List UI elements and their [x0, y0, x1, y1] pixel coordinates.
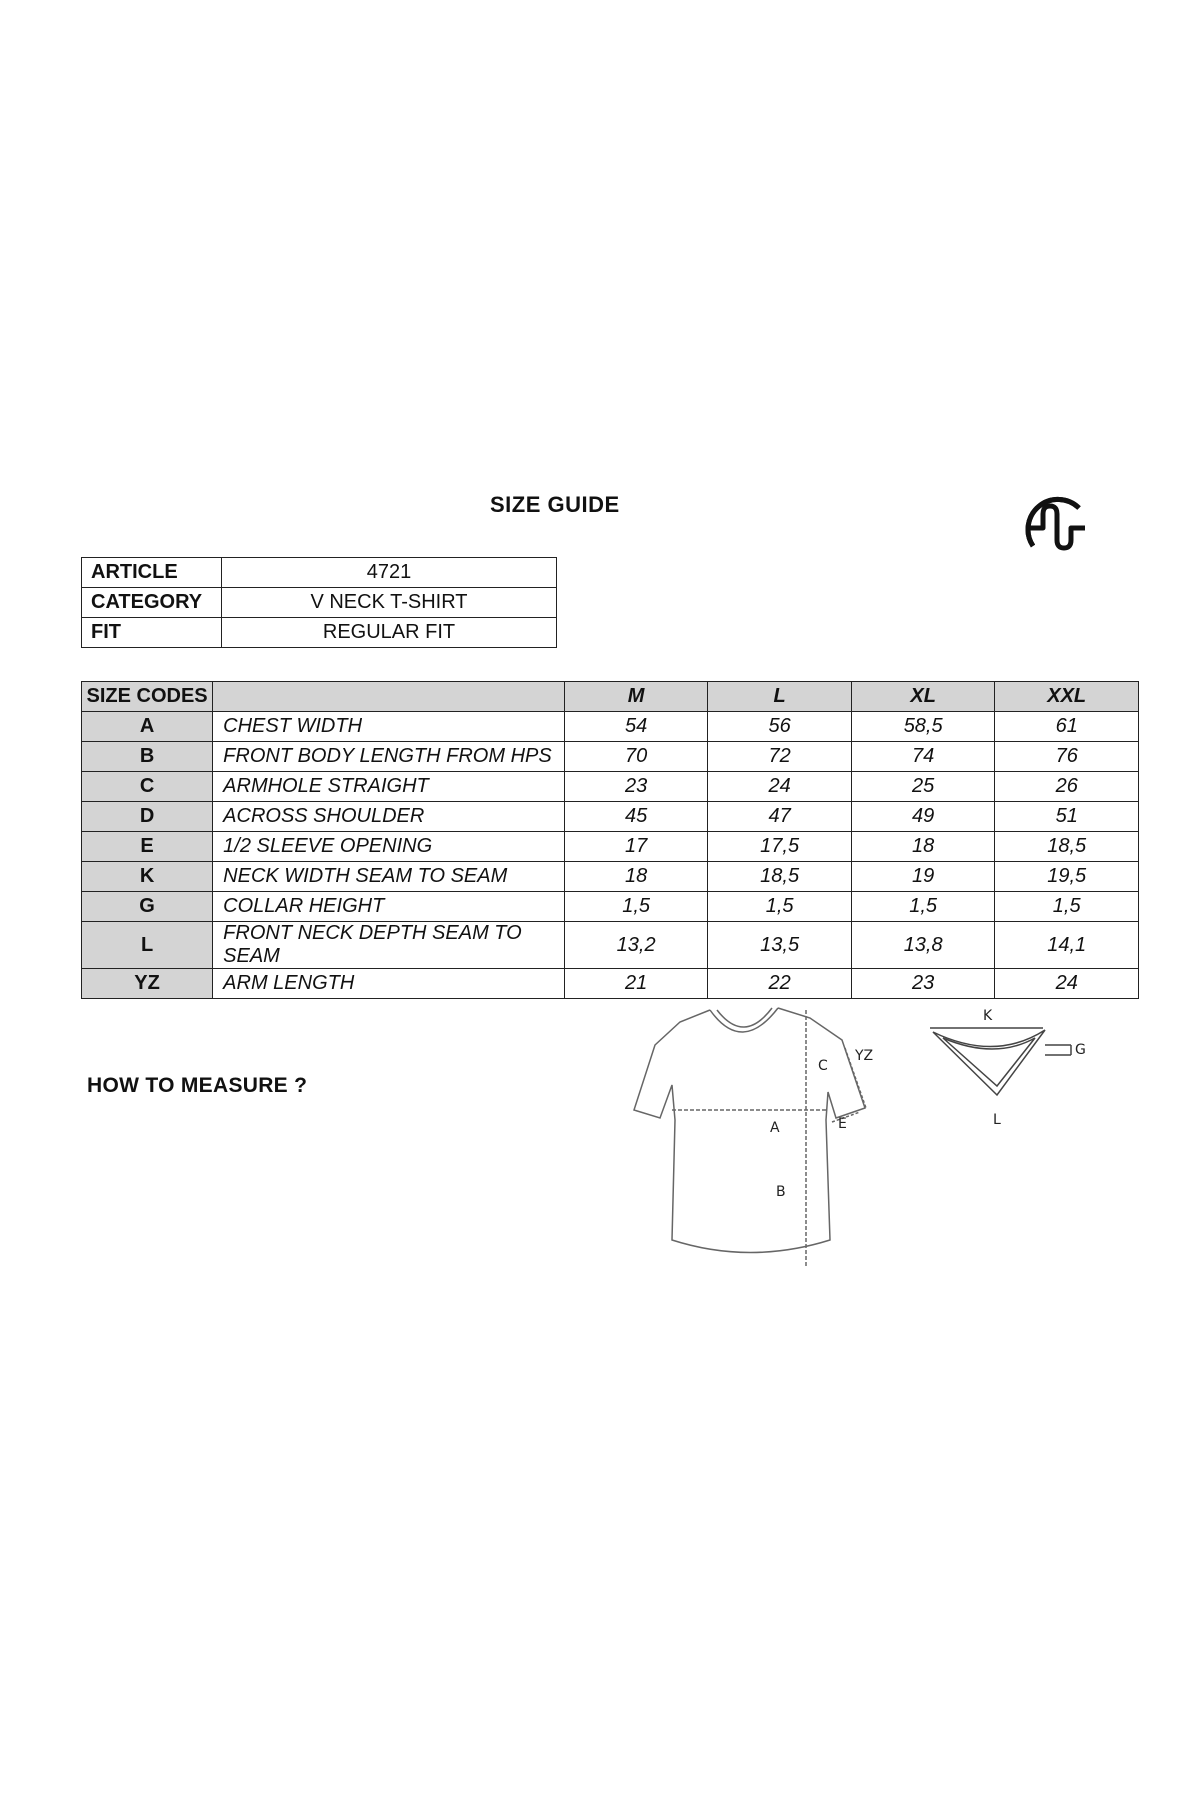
label-g: G — [1075, 1042, 1086, 1058]
size-header: M — [564, 682, 708, 712]
measure-value: 18 — [564, 862, 708, 892]
measure-value: 23 — [564, 772, 708, 802]
size-code: C — [82, 772, 213, 802]
tshirt-measure-diagram — [620, 1000, 900, 1300]
info-value: REGULAR FIT — [222, 618, 557, 648]
measure-description: CHEST WIDTH — [213, 712, 565, 742]
measure-value: 13,5 — [708, 922, 852, 969]
size-code: K — [82, 862, 213, 892]
measure-value: 23 — [851, 969, 995, 999]
page-title: SIZE GUIDE — [490, 492, 620, 517]
measure-value: 17 — [564, 832, 708, 862]
label-e: E — [838, 1116, 847, 1132]
measure-value: 76 — [995, 742, 1139, 772]
measure-value: 21 — [564, 969, 708, 999]
measure-value: 72 — [708, 742, 852, 772]
measure-value: 25 — [851, 772, 995, 802]
size-code: E — [82, 832, 213, 862]
label-k: K — [983, 1008, 993, 1024]
measure-value: 24 — [995, 969, 1139, 999]
measure-value: 49 — [851, 802, 995, 832]
measure-value: 1,5 — [995, 892, 1139, 922]
measure-description: NECK WIDTH SEAM TO SEAM — [213, 862, 565, 892]
label-a: A — [770, 1120, 780, 1136]
table-row — [82, 832, 1139, 862]
size-header: XXL — [995, 682, 1139, 712]
article-info-row — [82, 618, 557, 648]
measure-value: 22 — [708, 969, 852, 999]
size-header: L — [708, 682, 852, 712]
measure-value: 1,5 — [564, 892, 708, 922]
measure-description: COLLAR HEIGHT — [213, 892, 565, 922]
measure-value: 51 — [995, 802, 1139, 832]
info-key: FIT — [82, 618, 222, 648]
measure-value: 17,5 — [708, 832, 852, 862]
description-header — [213, 682, 565, 712]
how-to-measure-heading: HOW TO MEASURE ? — [87, 1074, 308, 1097]
measure-value: 19 — [851, 862, 995, 892]
measure-description: FRONT BODY LENGTH FROM HPS — [213, 742, 565, 772]
measure-value: 47 — [708, 802, 852, 832]
size-header: XL — [851, 682, 995, 712]
size-table-header-row — [82, 682, 1139, 712]
size-table — [81, 681, 1139, 999]
label-b: B — [776, 1184, 786, 1200]
measure-description: ARMHOLE STRAIGHT — [213, 772, 565, 802]
table-row — [82, 802, 1139, 832]
label-yz: YZ — [855, 1048, 874, 1064]
measure-value: 24 — [708, 772, 852, 802]
brand-logo-icon — [1019, 490, 1093, 564]
article-info-row — [82, 588, 557, 618]
measure-value: 18,5 — [708, 862, 852, 892]
table-row — [82, 892, 1139, 922]
table-row — [82, 922, 1139, 969]
measure-value: 58,5 — [851, 712, 995, 742]
measure-value: 14,1 — [995, 922, 1139, 969]
size-code: A — [82, 712, 213, 742]
info-key: CATEGORY — [82, 588, 222, 618]
measure-value: 61 — [995, 712, 1139, 742]
measure-value: 13,8 — [851, 922, 995, 969]
measure-value: 1,5 — [851, 892, 995, 922]
measure-description: ACROSS SHOULDER — [213, 802, 565, 832]
measure-description: FRONT NECK DEPTH SEAM TO SEAM — [213, 922, 565, 969]
label-c: C — [818, 1058, 828, 1074]
info-key: ARTICLE — [82, 558, 222, 588]
measure-value: 26 — [995, 772, 1139, 802]
article-info-row — [82, 558, 557, 588]
measure-value: 18 — [851, 832, 995, 862]
measure-value: 70 — [564, 742, 708, 772]
size-code: G — [82, 892, 213, 922]
table-row — [82, 969, 1139, 999]
measure-description: ARM LENGTH — [213, 969, 565, 999]
info-value: V NECK T-SHIRT — [222, 588, 557, 618]
size-code: L — [82, 922, 213, 969]
measure-value: 19,5 — [995, 862, 1139, 892]
measure-value: 1,5 — [708, 892, 852, 922]
size-code: YZ — [82, 969, 213, 999]
measure-value: 18,5 — [995, 832, 1139, 862]
collar-measure-diagram — [925, 1000, 1125, 1145]
measure-value: 74 — [851, 742, 995, 772]
table-row — [82, 862, 1139, 892]
article-info-table — [81, 557, 557, 648]
size-codes-header: SIZE CODES — [82, 682, 213, 712]
measure-value: 13,2 — [564, 922, 708, 969]
label-l: L — [993, 1112, 1001, 1128]
info-value: 4721 — [222, 558, 557, 588]
size-code: D — [82, 802, 213, 832]
measure-value: 45 — [564, 802, 708, 832]
table-row — [82, 742, 1139, 772]
measure-value: 54 — [564, 712, 708, 742]
table-row — [82, 772, 1139, 802]
measure-value: 56 — [708, 712, 852, 742]
table-row — [82, 712, 1139, 742]
size-code: B — [82, 742, 213, 772]
measure-description: 1/2 SLEEVE OPENING — [213, 832, 565, 862]
